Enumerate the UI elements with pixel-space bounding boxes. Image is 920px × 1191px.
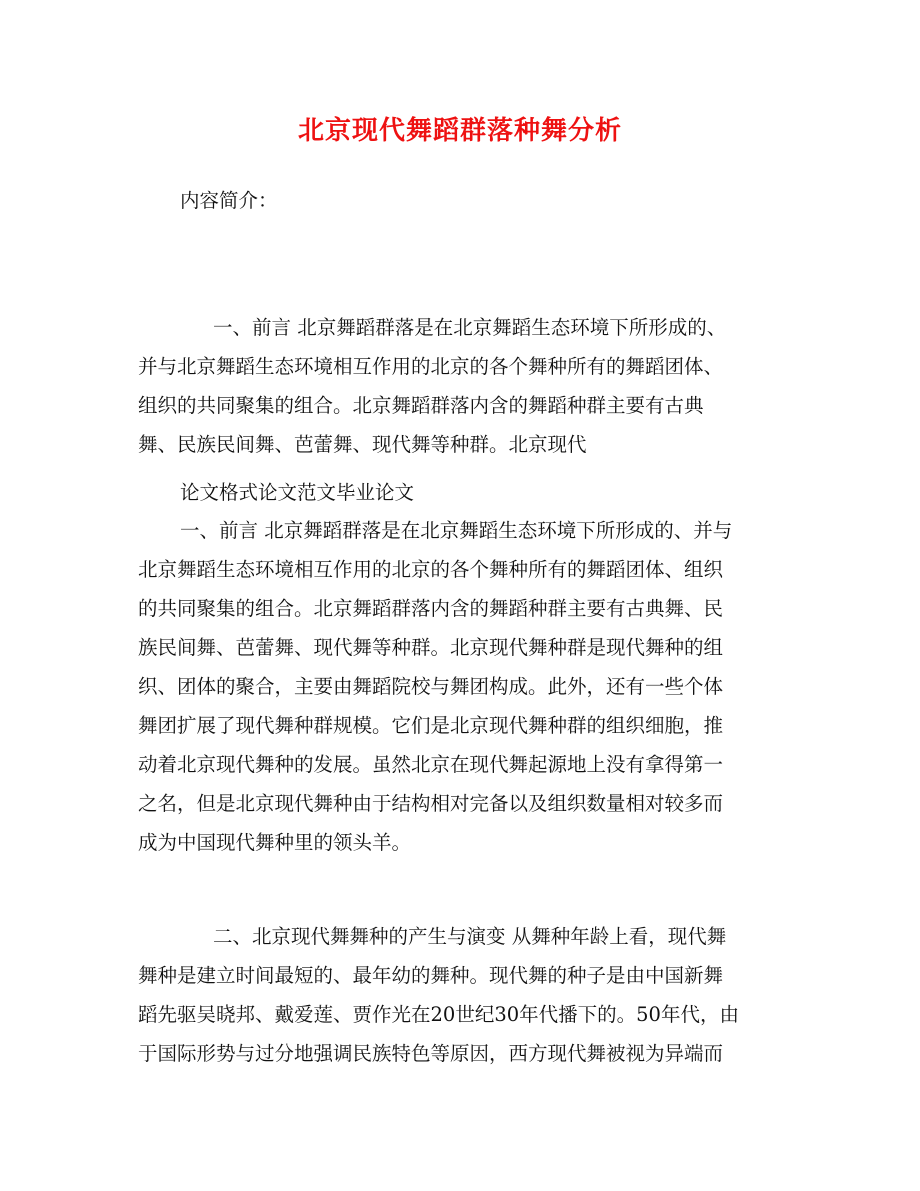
summary-line: 并与北京舞蹈生态环境相互作用的北京的各个舞种所有的舞蹈团体、: [138, 355, 724, 378]
intro-label: 内容简介：: [180, 189, 278, 212]
section1-line: 一、前言 北京舞蹈群落是在北京舞蹈生态环境下所形成的、并与: [180, 519, 733, 542]
section1-line: 北京舞蹈生态环境相互作用的北京的各个舞种所有的舞蹈团体、组织: [138, 558, 724, 581]
section1-line: 族民间舞、芭蕾舞、现代舞等种群。北京现代舞种群是现代舞种的组: [138, 636, 724, 659]
document-title: 北京现代舞蹈群落种舞分析: [297, 116, 622, 146]
summary-line: 舞、民族民间舞、芭蕾舞、现代舞等种群。北京现代: [138, 433, 587, 456]
summary-line: 组织的共同聚集的组合。北京舞蹈群落内含的舞蹈种群主要有古典: [138, 394, 704, 417]
section2-line: 二、北京现代舞舞种的产生与演变 从舞种年龄上看，现代舞: [213, 925, 727, 948]
keywords-line: 论文格式论文范文毕业论文: [180, 481, 415, 504]
section1-line: 织、团体的聚合，主要由舞蹈院校与舞团构成。此外，还有一些个体: [138, 675, 724, 698]
section1-line: 成为中国现代舞种里的领头羊。: [138, 831, 412, 854]
summary-line: 一、前言 北京舞蹈群落是在北京舞蹈生态环境下所形成的、: [213, 316, 727, 339]
section2-line: 舞种是建立时间最短的、最年幼的舞种。现代舞的种子是由中国新舞: [138, 964, 724, 987]
section2-line: 蹈先驱吴晓邦、戴爱莲、贾作光在20世纪30年代播下的。50年代，由: [138, 1003, 739, 1026]
section1-line: 的共同聚集的组合。北京舞蹈群落内含的舞蹈种群主要有古典舞、民: [138, 597, 724, 620]
section1-line: 舞团扩展了现代舞种群规模。它们是北京现代舞种群的组织细胞，推: [138, 714, 724, 737]
section1-line: 之名，但是北京现代舞种由于结构相对完备以及组织数量相对较多而: [138, 792, 724, 815]
section2-line: 于国际形势与过分地强调民族特色等原因，西方现代舞被视为异端而: [138, 1042, 724, 1065]
section1-line: 动着北京现代舞种的发展。虽然北京在现代舞起源地上没有拿得第一: [138, 753, 724, 776]
